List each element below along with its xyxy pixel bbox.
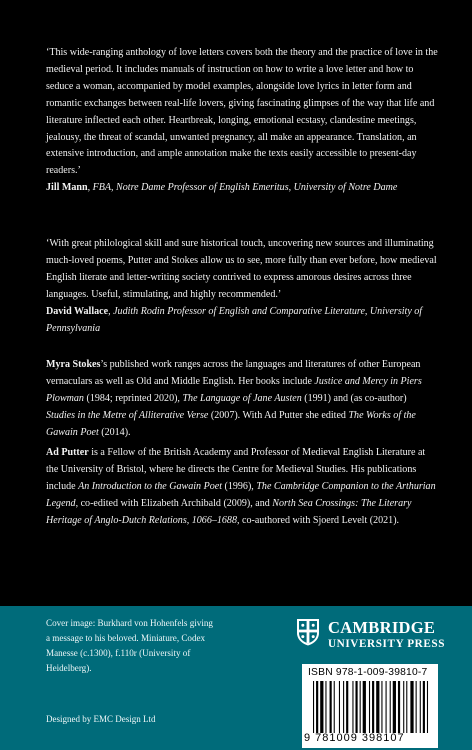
barcode-bar bbox=[381, 681, 382, 733]
barcode-bar bbox=[346, 681, 348, 733]
isbn-label: ISBN 978-1-009-39810-7 bbox=[308, 667, 428, 678]
barcode-bar bbox=[390, 681, 391, 733]
book-title: An Introduction to the Gawain Poet bbox=[78, 480, 222, 492]
bio-segment: (2014). bbox=[98, 426, 131, 438]
barcode-bar bbox=[320, 681, 323, 733]
endorsement-attribution bbox=[46, 304, 438, 338]
book-title: The Cambridge Companion to the Arthurian Legend bbox=[46, 480, 436, 509]
endorser-title: , FBA, Notre Dame Professor of English Emeritus, University of Notre Dame bbox=[87, 182, 398, 194]
bio-text bbox=[46, 357, 438, 442]
bio-segment: is a Fellow of the British Academy and Professor of Medieval English Literature at the University of Bristol, where he directs the Centre for Medieval Studies. His publications include bbox=[46, 447, 426, 492]
barcode-bar bbox=[410, 681, 413, 733]
barcode-bar bbox=[406, 681, 407, 733]
bio-segment: , co-authored with Sjoerd Levelt (2021). bbox=[236, 514, 400, 526]
author-name: Myra Stokes bbox=[46, 359, 101, 370]
barcode-bar bbox=[376, 681, 379, 733]
endorsement-quote: ‘With great philological skill and sure historical touch, uncovering new sources and illuminating much-loved poems, Putter and Stokes allow us to see, more fully than ever before, how medieval English literate and letter-writing society contrived to express amorous desires across three languages. Useful, stimulating, and highly recommended.’ bbox=[46, 238, 437, 300]
author-name: Ad Putter bbox=[46, 447, 89, 458]
book-title: Justice and Mercy in Piers Plowman bbox=[46, 375, 422, 404]
barcode-bar bbox=[403, 681, 404, 733]
barcode-bar bbox=[360, 681, 361, 733]
endorsement-attribution bbox=[46, 180, 438, 197]
bio-text bbox=[46, 445, 438, 530]
barcode-bar bbox=[343, 681, 344, 733]
book-title: North Sea Crossings: The Literary Heritage of Anglo-Dutch Relations, 1066–1688 bbox=[46, 497, 412, 526]
barcode-bar bbox=[427, 681, 428, 733]
cover-image-credit: Cover image: Burkhard von Hohenfels giving a message to his beloved. Miniature, Codex Manesse (c.1300), f.110r (University of Heidelberg). bbox=[46, 618, 213, 674]
author-bio-stokes bbox=[46, 357, 438, 442]
cambridge-crest-icon bbox=[296, 618, 320, 646]
barcode-bar bbox=[325, 681, 326, 733]
barcode-bar bbox=[398, 681, 400, 733]
barcode-bar bbox=[330, 681, 332, 733]
endorser-title: , Judith Rodin Professor of English and Comparative Literature, University of Pennsylvania bbox=[46, 305, 423, 334]
barcode-bar bbox=[416, 681, 417, 733]
barcode-bars bbox=[313, 681, 429, 733]
bio-segment: (2007). With Ad Putter she edited bbox=[208, 409, 349, 421]
endorser-name: Jill Mann bbox=[46, 182, 88, 194]
bio-segment: ’s published work ranges across the languages and literatures of other European vernaculars as well as Old and Middle English. Her books include bbox=[46, 359, 421, 387]
isbn-barcode bbox=[302, 664, 438, 748]
footer-band bbox=[0, 606, 472, 750]
barcode-bar bbox=[355, 681, 357, 733]
barcode-bar bbox=[363, 681, 366, 733]
endorsement-2 bbox=[46, 236, 438, 337]
barcode-bar bbox=[352, 681, 353, 733]
book-title: The Works of the Gawain Poet bbox=[46, 409, 416, 438]
endorsement-quote: ‘This wide-ranging anthology of love letters covers both the theory and the practice of love in the medieval period. It includes manuals of instruction on how to write a love letter and how to seduce a woman, accompanied by model examples, alongside love lyrics in letter form and romantic exchanges between real-life lovers, giving fascinating glimpses of the way that life and literature inflected each other. Heartbreak, longing, emotional ecstasy, clandestine meetings, jealousy, the threat of scandal, unwanted pregnancy, all make an appearance. Translation, an extensive introduction, and ample annotation make the texts easily accessible to present-day readers.’ bbox=[46, 47, 438, 177]
barcode-bar bbox=[386, 681, 387, 733]
barcode-bar bbox=[420, 681, 421, 733]
book-title: The Language of Jane Austen bbox=[182, 392, 302, 404]
barcode-bar bbox=[369, 681, 370, 733]
bio-segment: (1991) and (as co-author) bbox=[301, 392, 407, 404]
author-bio-putter bbox=[46, 445, 438, 530]
endorsement-1 bbox=[46, 45, 438, 197]
bio-segment: , co-edited with Elizabeth Archibald (2009), and bbox=[75, 497, 273, 509]
designer-credit: Designed by EMC Design Ltd bbox=[46, 714, 156, 724]
barcode-bar bbox=[316, 681, 318, 733]
barcode-bar bbox=[339, 681, 340, 733]
barcode-bar bbox=[423, 681, 425, 733]
bio-segment: (1984; reprinted 2020), bbox=[83, 392, 183, 404]
barcode-digits: 9 781009 398107 bbox=[304, 732, 405, 744]
barcode-bar bbox=[372, 681, 374, 733]
publisher-logo bbox=[296, 616, 446, 656]
publisher-name: CAMBRIDGE bbox=[328, 618, 436, 637]
publisher-name-line2: UNIVERSITY PRESS bbox=[328, 638, 446, 650]
barcode-bar bbox=[393, 681, 396, 733]
bio-segment: (1996), bbox=[222, 480, 257, 492]
barcode-bar bbox=[313, 681, 314, 733]
barcode-bar bbox=[334, 681, 335, 733]
endorser-name: David Wallace bbox=[46, 305, 109, 317]
book-title: Studies in the Metre of Alliterative Verse bbox=[46, 409, 209, 421]
